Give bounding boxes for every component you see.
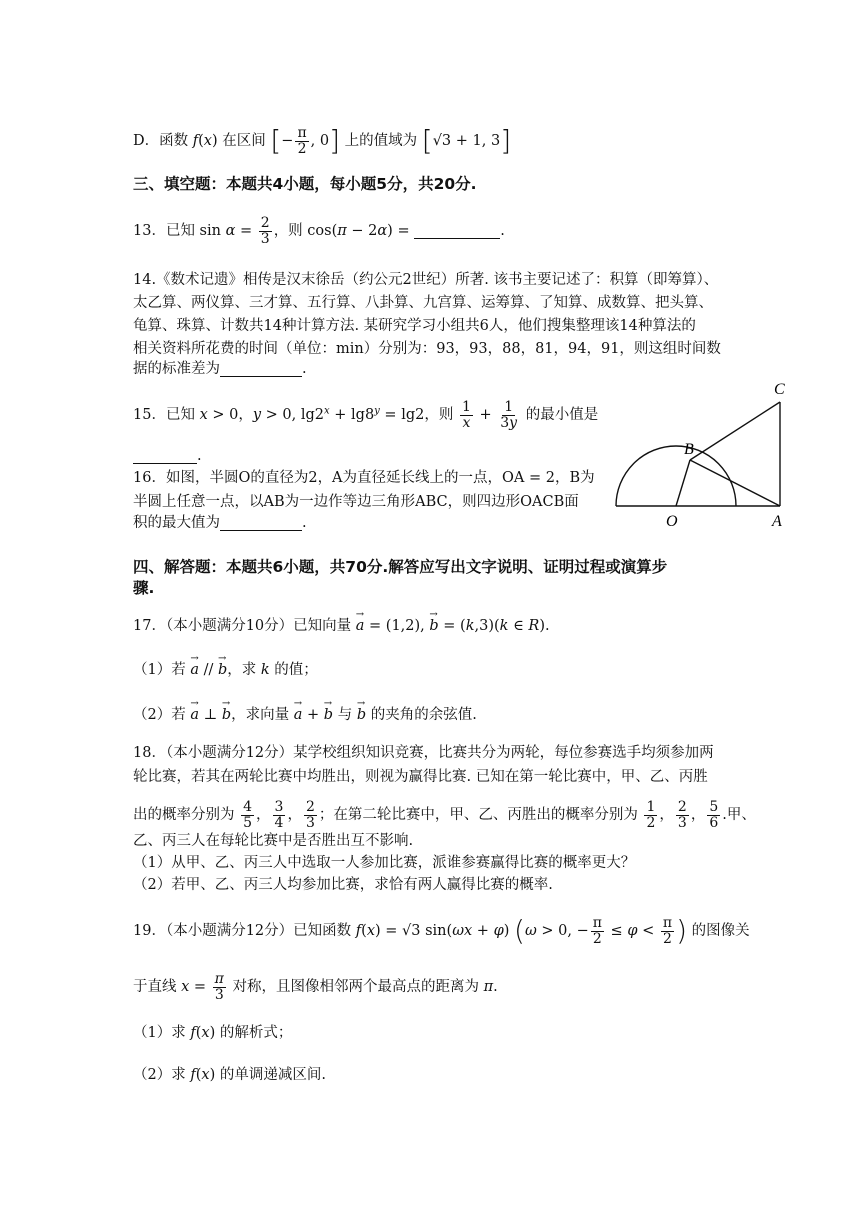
question-19-part-1: （1）求 f(x) 的解析式；: [133, 1025, 293, 1041]
semicircle-arc: [616, 446, 736, 506]
question-17-stem: 17．（本小题满分10分）已知向量 → a = (1,2), → b = (k,3)(k ∈ R).: [133, 616, 550, 636]
question-18-part-1: （1）从甲、乙、丙三人中选取一人参加比赛，派谁参赛赢得比赛的概率更大？: [133, 855, 636, 871]
question-13: 13．已知 sin α = $\frac{2}{3}$ ，则 cos(π − 2α) = .: [133, 215, 505, 247]
question-15-blank: .: [133, 446, 202, 466]
label-b: B: [684, 441, 694, 458]
question-18-line-4: 乙、丙三人在每轮比赛中是否胜出互不影响.: [133, 833, 414, 849]
question-14-line-1: 14.《数术记遗》相传是汉末徐岳（约公元2世纪）所著. 该书主要记述了：积算（即筹算）、: [133, 272, 719, 288]
section-3-title: 三、填空题：本题共4小题，每小题5分，共20分.: [133, 175, 477, 193]
question-16-line-3: 积的最大值为 .: [133, 515, 307, 531]
question-19-line-1: 19．（本小题满分12分）已知函数 f(x) = √3 sin(ωx + φ) (ω > 0, − $\frac{\pi}{2}$ ≤ φ < $\frac{\pi}{2}$ ) 的图像关: [133, 914, 750, 948]
question-18-line-2: 轮比赛，若其在两轮比赛中均胜出，则视为赢得比赛. 已知在第一轮比赛中，甲、乙、丙胜: [133, 769, 708, 785]
option-d: D．函数 f(x) 在区间 [− $\frac{\pi}{2}$ , 0] 上的值域为 [√3 + 1, 3]: [133, 124, 512, 158]
question-14-line-4: 相关资料所花费的时间（单位：min）分别为：93，93，88，81，94，91，则这组时间数: [133, 341, 721, 357]
question-15: 15．已知 x > 0，y > 0, $\lg 2^x + \lg 8^y = \lg 2$，则 $\frac{1}{x}$ + $\frac{1}{3y}$ 的最小值是: [133, 399, 599, 431]
question-14-line-5: 据的标准差为 .: [133, 361, 307, 377]
question-17-part-1: （1）若 → a // → b，求 k 的值；: [133, 660, 318, 680]
question-14-line-2: 太乙算、两仪算、三才算、五行算、八卦算、九宫算、运筹算、了知算、成数算、把头算、: [133, 295, 713, 311]
question-16-line-3-text: 积的最大值为: [133, 515, 220, 531]
question-19-part-2: （2）求 f(x) 的单调递减区间.: [133, 1067, 326, 1083]
question-19-line-2: 于直线 x = $\frac{\pi}{3}$ 对称，且图像相邻两个最高点的距离为 π.: [133, 971, 498, 1003]
segment-bc: [690, 402, 780, 460]
q18-prob-suffix: .甲、: [722, 807, 756, 824]
question-18-line-3: 出的概率分别为 $\frac{4}{5}$ ， $\frac{3}{4}$ ， $\frac{2}{3}$ ；在第二轮比赛中，甲、乙、丙胜出的概率分别为 $\frac{1}{2}$ ， $\frac{2}{3}$ ， $\frac{5}{6}$ .甲、: [133, 799, 756, 831]
question-18-part-2: （2）若甲、乙、丙三人均参加比赛，求恰有两人赢得比赛的概率.: [133, 877, 553, 893]
segment-ob: [676, 460, 690, 506]
label-c: C: [774, 381, 785, 398]
question-14-line-5-text: 据的标准差为: [133, 361, 220, 377]
question-14-line-3: 龟算、珠算、计数共14种计算方法. 某研究学习小组共6人，他们搜集整理该14种算法的: [133, 318, 696, 334]
q18-prob-mid: ；在第二轮比赛中，甲、乙、丙胜出的概率分别为: [318, 807, 638, 824]
q18-prob-prefix: 出的概率分别为: [133, 807, 235, 824]
semicircle-diagram: [612, 380, 812, 536]
question-17-part-2: （2）若 → a ⊥ → b，求向量 → a + → b 与 → b 的夹角的余弦值.: [133, 705, 477, 725]
label-a: A: [772, 513, 782, 530]
question-16-line-2: 半圆上任意一点，以AB为一边作等边三角形ABC，则四边形OACB面: [133, 494, 579, 510]
label-o: O: [666, 513, 678, 530]
question-18-line-1: 18．（本小题满分12分）某学校组织知识竞赛，比赛共分为两轮，每位参赛选手均须参加两: [133, 745, 714, 761]
section-4-title-line-1: 四、解答题：本题共6小题，共70分.解答应写出文字说明、证明过程或演算步: [133, 558, 668, 576]
section-4-title-line-2: 骤.: [133, 579, 155, 597]
question-16-line-1: 16．如图，半圆O的直径为2，A为直径延长线上的一点，OA = 2，B为: [133, 470, 595, 486]
